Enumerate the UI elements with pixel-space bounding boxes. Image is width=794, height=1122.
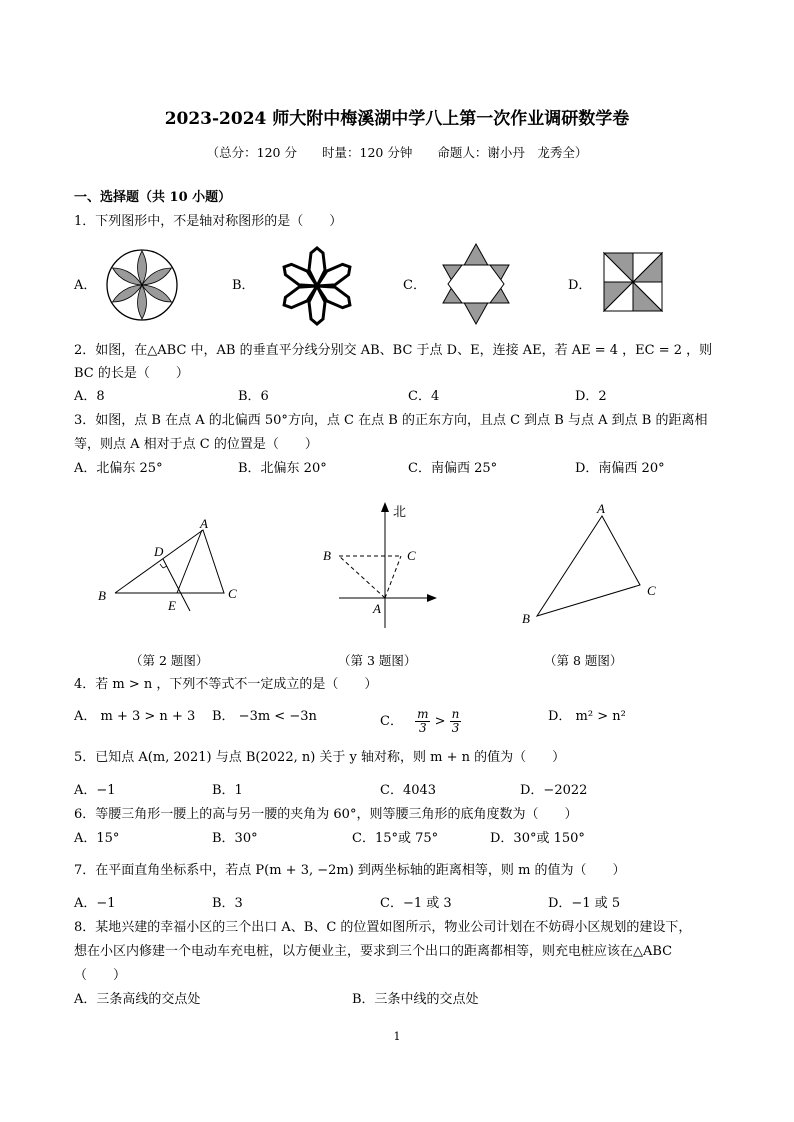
- q2-option-c: C．4: [408, 389, 440, 404]
- q7-option-c: C．−1 或 3: [380, 896, 452, 911]
- q8-stem-line1: 8．某地兴建的幸福小区的三个出口 A、B、C 的位置如图所示，物业公司计划在不妨碍小区规划的建设下，: [74, 920, 692, 935]
- q5-option-d: D．−2022: [520, 783, 588, 798]
- q6-option-d: D．30°或 150°: [490, 831, 585, 846]
- q2-option-d: D．2: [575, 389, 607, 404]
- fig8-label-c: C: [647, 583, 656, 598]
- q2-option-b: B．6: [238, 389, 269, 404]
- q4-option-c-label: C．: [380, 714, 403, 729]
- fig2-caption: （第 2 题图）: [130, 653, 209, 668]
- fig3-label-c: C: [407, 548, 416, 563]
- q8-stem-line3: （ ）: [74, 968, 127, 983]
- q8-stem-line2: 想在小区内修建一个电动车充电桩，以方便业主，要求到三个出口的距离都相等，则充电桩应该在△ABC: [74, 944, 673, 959]
- fig3-label-a: A: [373, 601, 381, 616]
- q1-option-b-label: B．: [232, 278, 255, 293]
- fig3-north-label: 北: [393, 505, 407, 520]
- q4-option-c-fraction-m3: [415, 708, 430, 735]
- q1-option-a-label: A．: [74, 278, 97, 293]
- fig8-label-b: B: [522, 611, 530, 626]
- q6-option-a: A．15°: [74, 831, 120, 846]
- fig3-caption: （第 3 题图）: [338, 653, 417, 668]
- q3-stem-line2: 等，则点 A 相对于点 C 的位置是（ ）: [74, 437, 318, 452]
- fig8-caption: （第 8 题图）: [544, 653, 623, 668]
- q1-figure-b-hexagon-petals: [274, 245, 360, 327]
- q4-option-a: A． m + 3 > n + 3: [74, 709, 196, 724]
- q5-stem: 5．已知点 A(m, 2021) 与点 B(2022, n) 关于 y 轴对称，则 m + n 的值为（ ）: [74, 750, 566, 765]
- q8-option-b: B．三条中线的交点处: [352, 992, 479, 1007]
- q7-option-b: B．3: [212, 896, 243, 911]
- fig2-label-b: B: [98, 588, 106, 603]
- q4-c-den2: 3: [451, 721, 460, 735]
- q2-stem-line2: BC 的长是（ ）: [74, 366, 189, 381]
- page-number: 1: [393, 1030, 401, 1043]
- q1-stem: 1．下列图形中，不是轴对称图形的是（ ）: [74, 214, 343, 229]
- page-title: 2023-2024 师大附中梅溪湖中学八上第一次作业调研数学卷: [164, 109, 630, 129]
- q3-option-a: A．北偏东 25°: [74, 461, 163, 476]
- q4-option-b: B． −3m < −3n: [212, 709, 317, 724]
- fig3-label-b: B: [323, 548, 331, 563]
- q4-stem: 4．若 m > n ，下列不等式不一定成立的是（ ）: [74, 677, 378, 692]
- fig2-label-e: E: [168, 598, 176, 613]
- q4-option-d: D． m² > n²: [548, 709, 626, 724]
- fig2-label-c: C: [228, 586, 237, 601]
- fig2-label-a: A: [200, 516, 208, 531]
- section-heading: 一、选择题（共 10 小题）: [74, 190, 232, 205]
- q1-figure-c-hexagram: [434, 240, 518, 328]
- q7-option-a: A．−1: [74, 896, 116, 911]
- q8-option-a: A．三条高线的交点处: [74, 992, 201, 1007]
- fig8-triangle-diagram: [515, 500, 665, 630]
- q6-option-c: C．15°或 75°: [352, 831, 439, 846]
- q2-option-a: A．8: [74, 389, 105, 404]
- q3-stem-line1: 3．如图，点 B 在点 A 的北偏西 50°方向，点 C 在点 B 的正东方向，且点 C 到点 B 与点 A 到点 B 的距离相: [74, 413, 708, 428]
- q3-option-c: C．南偏西 25°: [408, 461, 498, 476]
- q4-c-den1: 3: [418, 721, 427, 735]
- q5-option-c: C．4043: [380, 783, 437, 798]
- q7-stem: 7．在平面直角坐标系中，若点 P(m + 3, −2m) 到两坐标轴的距离相等，则 m 的值为（ ）: [74, 863, 626, 878]
- fig8-label-a: A: [597, 501, 605, 516]
- q3-option-b: B．北偏东 20°: [238, 461, 327, 476]
- q5-option-b: B．1: [212, 783, 243, 798]
- q1-option-d-label: D．: [568, 278, 592, 293]
- q1-figure-d-pinwheel: [602, 251, 664, 313]
- page-subtitle: （总分：120 分 时量：120 分钟 命题人：谢小丹 龙秀全）: [206, 145, 588, 160]
- q1-option-c-label: C．: [403, 278, 426, 293]
- q1-figure-a-flower-circle: [104, 247, 180, 323]
- q3-option-d: D．南偏西 20°: [575, 461, 665, 476]
- q4-c-num1: m: [417, 707, 429, 721]
- q7-option-d: D．−1 或 5: [548, 896, 621, 911]
- q4-c-num2: n: [451, 707, 460, 721]
- q2-stem-line1: 2．如图，在△ABC 中，AB 的垂直平分线分别交 AB、BC 于点 D、E，连接 AE，若 AE = 4 ，EC = 2 ，则: [74, 343, 713, 358]
- q6-stem: 6．等腰三角形一腰上的高与另一腰的夹角为 60°，则等腰三角形的底角度数为（ ）: [74, 807, 578, 822]
- q4-option-c-fraction-n3: [450, 708, 462, 735]
- fig2-triangle-diagram: [90, 510, 250, 620]
- q5-option-a: A．−1: [74, 783, 116, 798]
- q6-option-b: B．30°: [212, 831, 258, 846]
- q4-option-c: [380, 708, 461, 735]
- fig2-label-d: D: [154, 544, 164, 559]
- q4-c-op: >: [434, 714, 446, 729]
- fig3-direction-diagram: [315, 500, 445, 632]
